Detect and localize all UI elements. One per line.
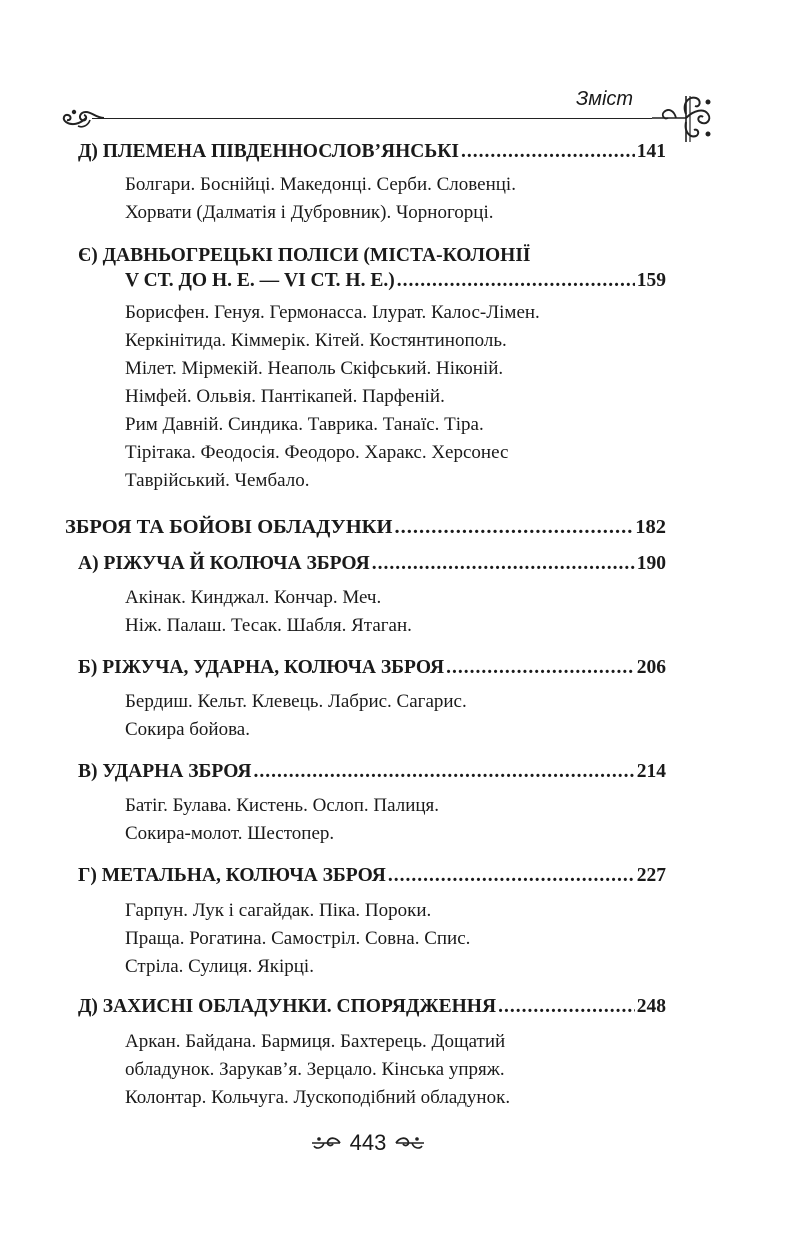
toc-entry-title: Д) ЗАХИСНІ ОБЛАДУНКИ. СПОРЯДЖЕННЯ [78,996,497,1017]
toc-entry[interactable] [78,139,666,165]
toc-subitem-line: Акінак. Кинджал. Кончар. Меч. [125,587,382,608]
dot-leader [394,514,633,540]
toc-entry-page: 214 [636,761,666,782]
toc-entry-page: 159 [636,270,666,291]
toc-chapter-title: ЗБРОЯ ТА БОЙОВІ ОБЛАДУНКИ [65,516,393,538]
toc-subitem-line: Стріла. Сулиця. Якірці. [125,956,314,977]
flourish-right-icon [650,92,714,144]
flourish-footer-left-icon [310,1135,344,1151]
toc-subitems [125,299,540,495]
toc-subitem-line: Хорвати (Далматія і Дубровник). Чорногорці. [125,202,494,223]
toc-entry-title: Г) МЕТАЛЬНА, КОЛЮЧА ЗБРОЯ [78,865,386,886]
toc-subitem-line: Ніж. Палаш. Тесак. Шабля. Ятаган. [125,615,412,636]
toc-entry[interactable] [78,655,666,681]
page-footer [300,1128,436,1158]
toc-entry[interactable] [125,268,666,294]
page-number: 443 [349,1130,387,1155]
header-rule [92,118,652,119]
toc-entry[interactable] [78,759,666,785]
toc-subitem-line: Керкінітида. Кіммерік. Кітей. Костянтинополь. [125,330,507,351]
toc-subitem-line: Таврійський. Чембало. [125,470,310,491]
toc-entry-title: Д) ПЛЕМЕНА ПІВДЕННОСЛОВ’ЯНСЬКІ [78,141,459,162]
toc-subitem-line: Бердиш. Кельт. Клевець. Лабрис. Сагарис. [125,691,467,712]
toc-subitem-line: Борисфен. Генуя. Гермонасса. Ілурат. Калос-Лімен. [125,302,540,323]
dot-leader [388,863,635,889]
toc-entry[interactable] [78,863,666,889]
toc-chapter-entry[interactable] [65,514,666,540]
toc-subitem-line: Сокира-молот. Шестопер. [125,823,335,844]
toc-subitem-line: Болгари. Боснійці. Македонці. Серби. Словенці. [125,174,516,195]
toc-entry-title-line1[interactable]: Є) ДАВНЬОГРЕЦЬКІ ПОЛІСИ (МІСТА-КОЛОНІЇ [78,245,531,266]
toc-entry-title: В) УДАРНА ЗБРОЯ [78,761,252,782]
toc-subitem-line: Сокира бойова. [125,719,250,740]
toc-subitem-line: Рим Давній. Синдика. Таврика. Танаїс. Тіра. [125,414,484,435]
toc-subitem-line: Праща. Рогатина. Самостріл. Совна. Спис. [125,928,471,949]
toc-subitem-line: Аркан. Байдана. Бармиця. Бахтерець. Дощатий [125,1031,506,1052]
toc-subitems [125,897,470,981]
dot-leader [461,139,635,165]
toc-entry-page: 248 [636,996,666,1017]
dot-leader [498,994,635,1020]
toc-subitems [125,792,439,848]
toc-entry-page: 190 [636,553,666,574]
toc-entry-page: 206 [636,657,666,678]
dot-leader [372,551,635,577]
toc-subitem-line: Тірітака. Феодосія. Феодоро. Харакс. Херсонес [125,442,509,463]
toc-subitems [125,1028,510,1112]
toc-subitems [125,171,516,227]
toc-entry-title-line2: V СТ. ДО Н. Е. — VI СТ. Н. Е.) [125,270,395,291]
toc-subitem-line: Мілет. Мірмекій. Неаполь Скіфський. Ніконій. [125,358,504,379]
dot-leader [254,759,635,785]
toc-subitems [125,584,412,640]
toc-entry-title: А) РІЖУЧА Й КОЛЮЧА ЗБРОЯ [78,553,370,574]
toc-subitem-line: Німфей. Ольвія. Пантікапей. Парфеній. [125,386,445,407]
toc-entry[interactable] [78,551,666,577]
toc-entry[interactable] [78,994,666,1020]
toc-entry-page: 141 [636,141,666,162]
toc-entry-page: 182 [635,516,666,538]
toc-subitem-line: обладунок. Зарукав’я. Зерцало. Кінська упряж. [125,1059,505,1080]
toc-subitems [125,688,467,744]
toc-entry-page: 227 [636,865,666,886]
running-head: Зміст [576,88,634,110]
dot-leader [446,655,635,681]
toc-entry-title: Б) РІЖУЧА, УДАРНА, КОЛЮЧА ЗБРОЯ [78,657,445,678]
dot-leader [397,268,635,294]
toc-subitem-line: Колонтар. Кольчуга. Лускоподібний обладунок. [125,1087,511,1108]
flourish-footer-right-icon [392,1135,426,1151]
toc-subitem-line: Гарпун. Лук і сагайдак. Піка. Пороки. [125,900,432,921]
toc-subitem-line: Батіг. Булава. Кистень. Ослоп. Палиця. [125,795,440,816]
